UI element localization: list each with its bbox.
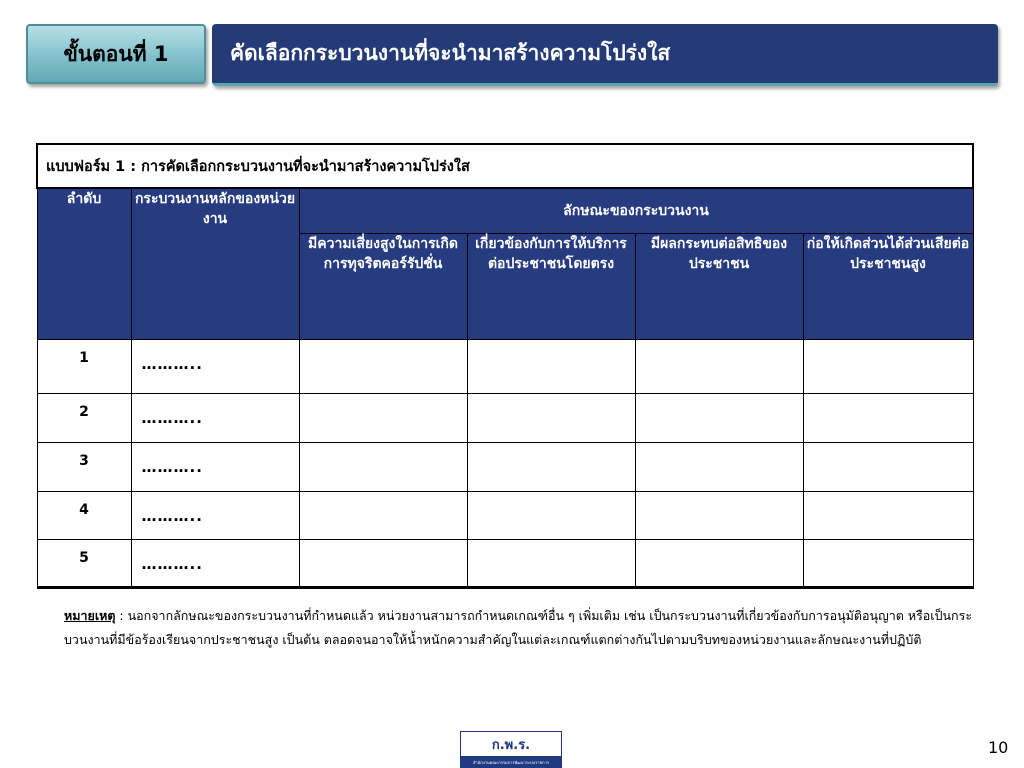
process-cell[interactable]: ………..: [131, 443, 299, 492]
check-cell-stakeholder[interactable]: [803, 443, 973, 492]
row-number: 5: [37, 540, 131, 588]
check-cell-high-risk[interactable]: [299, 492, 467, 540]
process-cell[interactable]: ………..: [131, 492, 299, 540]
check-cell-public-service[interactable]: [467, 443, 635, 492]
page-title: คัดเลือกกระบวนงานที่จะนำมาสร้างความโปร่งใส: [230, 41, 671, 65]
step-label: ขั้นตอนที่ 1: [63, 41, 169, 66]
row-number: 4: [37, 492, 131, 540]
check-cell-high-risk[interactable]: [299, 394, 467, 443]
page-number: 10: [988, 738, 1009, 757]
table-row: [37, 394, 973, 443]
row-number: 1: [37, 340, 131, 394]
column-header-stakeholder: ก่อให้เกิดส่วนได้ส่วนเสียต่อประชาชนสูง: [803, 234, 973, 340]
check-cell-public-service[interactable]: [467, 340, 635, 394]
check-cell-stakeholder[interactable]: [803, 340, 973, 394]
check-cell-rights-impact[interactable]: [635, 492, 803, 540]
check-cell-rights-impact[interactable]: [635, 443, 803, 492]
logo-text: ก.พ.ร.: [461, 732, 561, 756]
column-header-seq: ลำดับ: [37, 188, 131, 340]
process-cell[interactable]: ………..: [131, 340, 299, 394]
table-row: [37, 492, 973, 540]
check-cell-rights-impact[interactable]: [635, 394, 803, 443]
check-cell-stakeholder[interactable]: [803, 394, 973, 443]
table-row: [37, 443, 973, 492]
check-cell-rights-impact[interactable]: [635, 540, 803, 588]
column-header-characteristics: ลักษณะของกระบวนงาน: [299, 188, 973, 234]
process-cell[interactable]: ………..: [131, 540, 299, 588]
process-cell[interactable]: ………..: [131, 394, 299, 443]
check-cell-stakeholder[interactable]: [803, 540, 973, 588]
column-header-rights-impact: มีผลกระทบต่อสิทธิของประชาชน: [635, 234, 803, 340]
title-bar: [212, 24, 998, 86]
footnote: [64, 604, 994, 652]
step-badge: [26, 24, 206, 84]
selection-form-table: [36, 143, 974, 589]
footnote-text: : นอกจากลักษณะของกระบวนงานที่กำหนดแล้ว หน่วยงานสามารถกำหนดเกณฑ์อื่น ๆ เพิ่มเติม เช่น เป็นกระบวนงานที่เกี่ยวข้องกับการอนุมัติอนุญาต หรือเป็นกระบวนงานที่มีข้อร้องเรียนจากประชาชนสูง เป็นต้น ตลอดจนอาจให้น้ำหนักความสำคัญในแต่ละเกณฑ์แตกต่างกันไปตามบริบทของหน่วยงานและลักษณะงานที่ปฏิบัติ: [64, 608, 973, 647]
table-row: [37, 340, 973, 394]
row-number: 2: [37, 394, 131, 443]
row-number: 3: [37, 443, 131, 492]
check-cell-rights-impact[interactable]: [635, 340, 803, 394]
footnote-label: หมายเหตุ: [64, 608, 116, 623]
opdc-logo: [460, 731, 562, 768]
form-title: แบบฟอร์ม 1 : การคัดเลือกกระบวนงานที่จะนำมาสร้างความโปร่งใส: [37, 144, 973, 188]
table-row: [37, 540, 973, 588]
check-cell-public-service[interactable]: [467, 394, 635, 443]
check-cell-public-service[interactable]: [467, 540, 635, 588]
check-cell-high-risk[interactable]: [299, 540, 467, 588]
check-cell-high-risk[interactable]: [299, 443, 467, 492]
check-cell-public-service[interactable]: [467, 492, 635, 540]
logo-subtext: สำนักงานคณะกรรมการพัฒนาระบบราชการ: [461, 756, 561, 768]
column-header-high-risk: มีความเสี่ยงสูงในการเกิดการทุจริตคอร์รัปชั่น: [299, 234, 467, 340]
column-header-public-service: เกี่ยวข้องกับการให้บริการต่อประชาชนโดยตรง: [467, 234, 635, 340]
column-header-process: กระบวนงานหลักของหน่วยงาน: [131, 188, 299, 340]
check-cell-high-risk[interactable]: [299, 340, 467, 394]
check-cell-stakeholder[interactable]: [803, 492, 973, 540]
